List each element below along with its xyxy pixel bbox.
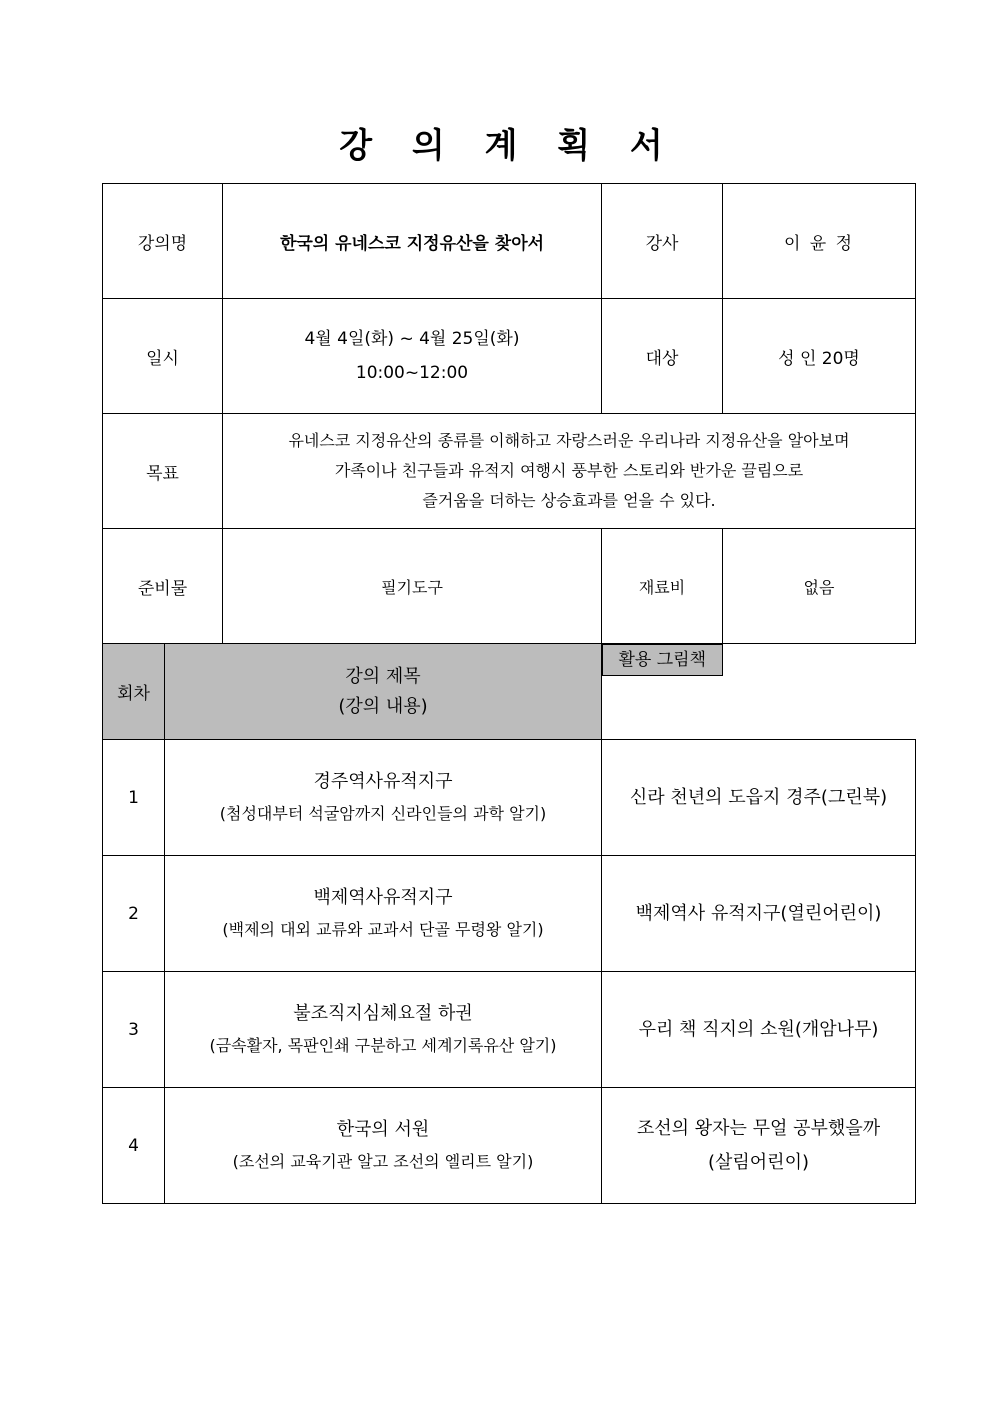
session-book: 조선의 왕자는 무얼 공부했을까	[636, 1117, 881, 1139]
session-row	[103, 856, 916, 972]
goal-line: 즐거움을 더하는 상승효과를 얻을 수 있다.	[422, 491, 716, 510]
goal-cell	[223, 414, 916, 529]
supplies-label: 준비물	[103, 529, 223, 644]
schedule-header-row	[103, 644, 916, 740]
session-content: (첨성대부터 석굴암까지 신라인들의 과학 알기)	[219, 803, 547, 823]
audience-label: 대상	[602, 299, 723, 414]
session-content: (백제의 대외 교류와 교과서 단골 무령왕 알기)	[222, 919, 544, 939]
time-range: 10:00~12:00	[355, 363, 469, 383]
goal-label: 목표	[103, 414, 223, 529]
session-book: 신라 천년의 도읍지 경주(그린북)	[629, 786, 888, 808]
material-fee-label: 재료비	[602, 529, 723, 644]
date-label: 일시	[103, 299, 223, 414]
material-fee-value: 없음	[723, 529, 916, 644]
supplies-value: 필기도구	[223, 529, 602, 644]
session-book: 우리 책 직지의 소원(개암나무)	[638, 1018, 879, 1040]
instructor-label: 강사	[602, 184, 723, 299]
session-content: (금속활자, 목판인쇄 구분하고 세계기록유산 알기)	[209, 1035, 557, 1055]
date-cell	[223, 299, 602, 414]
instructor-name: 이 윤 정	[723, 184, 916, 299]
audience-value: 성 인 20명	[723, 299, 916, 414]
session-book-cell	[602, 856, 916, 972]
session-number: 4	[103, 1088, 165, 1204]
session-title-cell	[165, 1088, 602, 1204]
session-title: 한국의 서원	[336, 1118, 430, 1140]
session-number: 1	[103, 740, 165, 856]
goal-row	[103, 414, 916, 529]
session-row	[103, 740, 916, 856]
session-title-cell	[165, 856, 602, 972]
lecture-plan-table	[102, 183, 916, 1204]
session-book-cell	[602, 1088, 916, 1204]
session-title: 불조직지심체요절 하권	[293, 1002, 473, 1024]
book-header: 활용 그림책	[602, 644, 723, 676]
title-header	[165, 644, 602, 740]
session-book-cell	[602, 972, 916, 1088]
title-header-line1: 강의 제목	[345, 665, 421, 687]
date-range: 4월 4일(화) ~ 4월 25일(화)	[304, 329, 520, 349]
course-label: 강의명	[103, 184, 223, 299]
session-header: 회차	[103, 644, 165, 740]
course-row	[103, 184, 916, 299]
session-book-publisher: (살림어린이)	[708, 1151, 809, 1173]
session-book: 백제역사 유적지구(열린어린이)	[635, 902, 882, 924]
goal-line: 가족이나 친구들과 유적지 여행시 풍부한 스토리와 반가운 끌림으로	[334, 461, 804, 480]
page-title: 강 의 계 획 서	[339, 126, 677, 166]
course-name: 한국의 유네스코 지정유산을 찾아서	[223, 184, 602, 299]
session-title: 경주역사유적지구	[313, 770, 453, 792]
session-number: 2	[103, 856, 165, 972]
session-title-cell	[165, 740, 602, 856]
session-title-cell	[165, 972, 602, 1088]
session-content: (조선의 교육기관 알고 조선의 엘리트 알기)	[232, 1151, 534, 1171]
date-row	[103, 299, 916, 414]
session-title: 백제역사유적지구	[313, 886, 453, 908]
session-row	[103, 1088, 916, 1204]
session-number: 3	[103, 972, 165, 1088]
title-header-line2: (강의 내용)	[338, 695, 428, 717]
supplies-row	[103, 529, 916, 644]
goal-line: 유네스코 지정유산의 종류를 이해하고 자랑스러운 우리나라 지정유산을 알아보며	[288, 431, 850, 450]
session-book-cell	[602, 740, 916, 856]
session-row	[103, 972, 916, 1088]
